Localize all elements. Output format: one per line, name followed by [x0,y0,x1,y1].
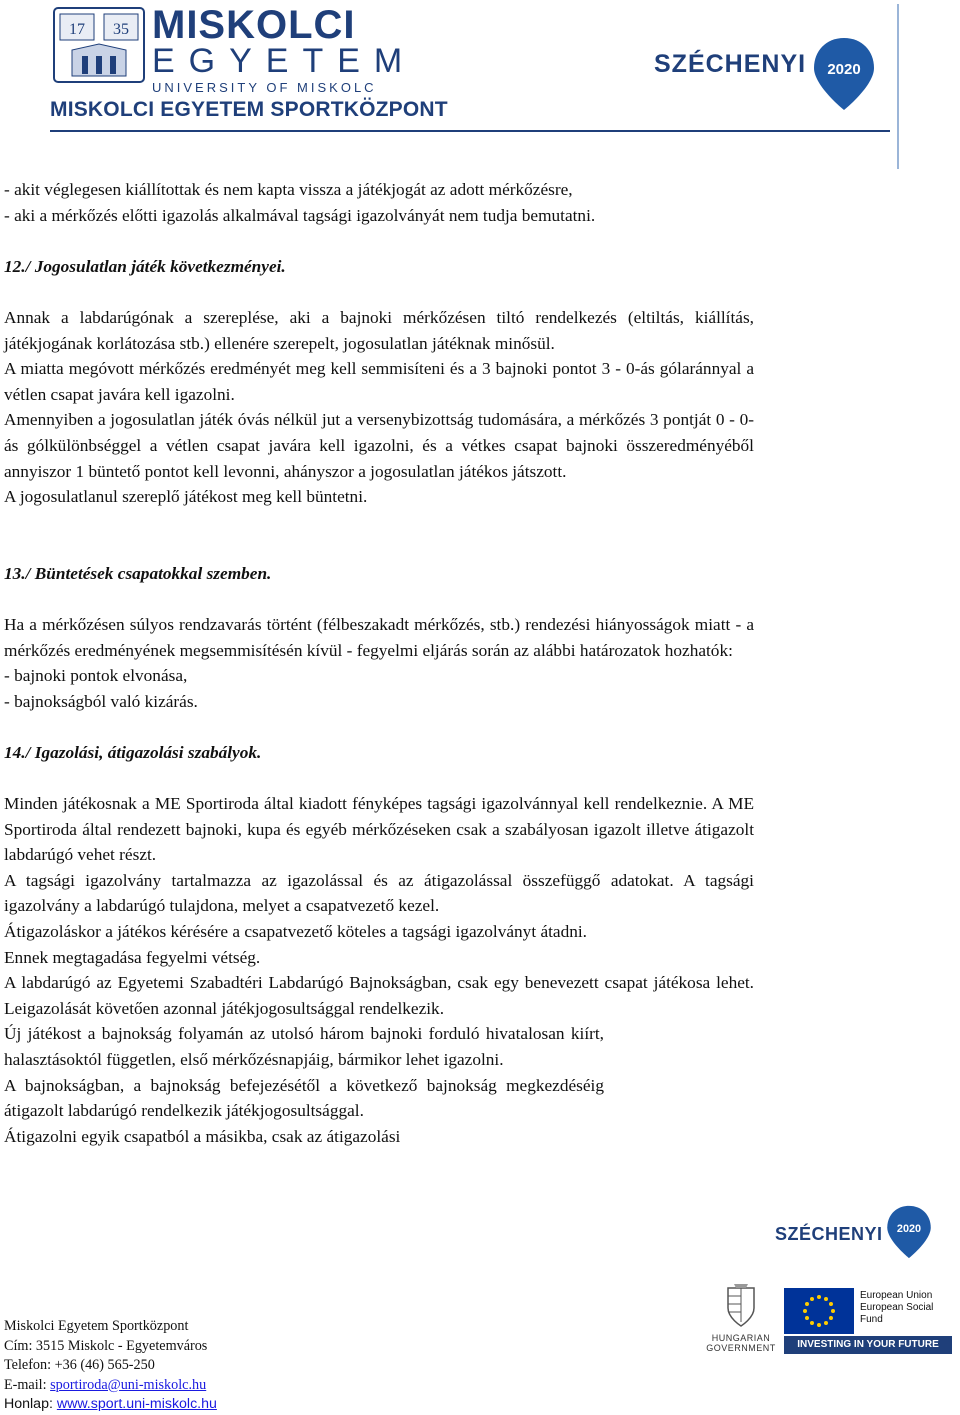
footer-email-label: E-mail: [4,1376,51,1393]
page-footer [4,1317,217,1415]
paragraph: Átigazoláskor a játékos kérésére a csapatvezető köteles a tagsági igazolványt átadni. [4,922,587,942]
eu-line1: European Union [860,1290,933,1301]
eu-logo [784,1288,952,1356]
eu-line3: Fund [860,1314,883,1325]
hungarian-gov-line1: HUNGARIAN [711,1333,771,1343]
szechenyi-year-bottom: 2020 [896,1223,922,1235]
section-heading-12: 12./ Jogosulatlan játék következményei. [4,256,286,276]
szechenyi-word-bottom: SZÉCHENYI [775,1224,883,1244]
website-link[interactable]: www.sport.uni-miskolc.hu [56,1396,217,1412]
paragraph: A jogosulatlanul szereplő játékost meg kell büntetni. [4,487,368,507]
crest-year-right: 35 [113,21,129,38]
brand-line2: EGYETEM [152,42,417,80]
paragraph: Ha a mérkőzésen súlyos rendzavarás történt (félbeszakadt mérkőzés, stb.) rendezési hiányosságok miatt - a mérkőzés eredményének megsemmisítésén kívül - fegyelmi eljárás során az alábbi határozatok hozhatók: [4,614,754,660]
eu-flag-icon [784,1288,854,1334]
sportcenter-title: MISKOLCI EGYETEM SPORTKÖZPONT [50,98,448,121]
footer-phone: Telefon: +36 (46) 565-250 [4,1357,155,1373]
paragraph: A bajnokságban, a bajnokság befejezésétől a következő bajnokság megkezdéséig átigazolt labdarúgó rendelkezik játékjogosultsággal. [4,1075,604,1121]
brand-line1: MISKOLCI [152,3,356,47]
university-crest-icon [52,6,146,88]
paragraph: Annak a labdarúgónak a szereplése, aki a bajnoki mérkőzésen tiltó rendelkezés (eltiltás, kiállítás, játékjogának korlátozása stb.) ellenére szerepelt, jogosulatlan játéknak minősül. [4,307,754,353]
paragraph: - bajnokságból való kizárás. [4,691,198,711]
email-link[interactable]: sportiroda@uni-miskolc.hu [50,1376,207,1393]
paragraph: Átigazolni egyik csapatból a másikba, csak az átigazolási [4,1126,401,1146]
footer-web-label: Honlap: [4,1396,57,1412]
eu-slogan-bar: INVESTING IN YOUR FUTURE [784,1336,952,1354]
hungarian-coat-of-arms-icon [724,1282,758,1328]
page-header [0,0,960,140]
paragraph: - bajnoki pontok elvonása, [4,666,188,686]
footer-email-row [4,1376,217,1396]
paragraph: A labdarúgó az Egyetemi Szabadtéri Labdarúgó Bajnokságban, csak egy benevezett csapat játékosa lehet. Leigazolását követően azonnal játékjogosultsággal rendelkezik. [4,973,754,1018]
eu-line2: European Social [860,1302,934,1313]
paragraph: Minden játékosnak a ME Sportiroda által kiadott fényképes tagsági igazolvánnyal kell rendelkeznie. A ME Sportiroda által rendezett bajnoki, kupa és egyéb mérkőzéseken csak a szabályosan igazolt illetve átigazolt labdarúgó vehet részt. [4,794,754,865]
brand-line3: UNIVERSITY OF MISKOLC [152,80,377,95]
szechenyi-pin-icon-bottom [880,1200,938,1264]
szechenyi-word: SZÉCHENYI [654,50,807,78]
crest-year-left: 17 [69,21,85,38]
document-body [4,177,754,1149]
header-divider [50,130,890,132]
szechenyi-pin-icon [804,34,884,114]
hungarian-government-logo [706,1282,776,1362]
paragraph: Amennyiben a jogosulatlan játék óvás nélkül jut a versenybizottság tudomására, a mérkőzés 3 pontját 0 - 0-ás gólkülönbséggel a vétlen csapat javára kell igazolni, és a vétkes csapat bajnoki összeredményéből annyiszor 1 büntető pontot kell levonni, ahányszor a jogosulatlan játékos játszott. [4,410,754,481]
paragraph: A tagsági igazolvány tartalmazza az igazolással és az átigazolással összefüggő adatokat. A tagsági igazolvány a labdarúgó tulajdona, melyet a csapatvezető kezel. [4,870,754,916]
hungarian-gov-line2: GOVERNMENT [706,1343,776,1353]
szechenyi-year: 2020 [827,61,861,78]
footer-org: Miskolci Egyetem Sportközpont [4,1318,189,1334]
paragraph: A miatta megóvott mérkőzés eredményét meg kell semmisíteni és a 3 bajnoki pontot 3 - 0-ás gólaránnyal a vétlen csapat javára kell igazolni. [4,359,754,404]
section-heading-14: 14./ Igazolási, átigazolási szabályok. [4,742,262,762]
szechenyi-logo-bottom [775,1200,940,1270]
paragraph: - aki a mérkőzés előtti igazolás alkalmával tagsági igazolványát nem tudja bemutatni. [4,205,596,225]
szechenyi-vertical-line [897,4,899,169]
paragraph: - akit véglegesen kiállítottak és nem kapta vissza a játékjogát az adott mérkőzésre, [4,180,573,199]
paragraph: Ennek megtagadása fegyelmi vétség. [4,947,261,967]
paragraph: Új játékost a bajnokság folyamán az utolsó három bajnoki forduló hivatalosan kiírt, halasztásoktól független, első mérkőzésnapjáig, bármikor lehet igazolni. [4,1024,604,1069]
section-heading-13: 13./ Büntetések csapatokkal szemben. [4,563,272,583]
university-logo-text [152,4,416,95]
eu-text [860,1290,933,1326]
footer-address: Cím: 3515 Miskolc - Egyetemváros [4,1337,208,1354]
